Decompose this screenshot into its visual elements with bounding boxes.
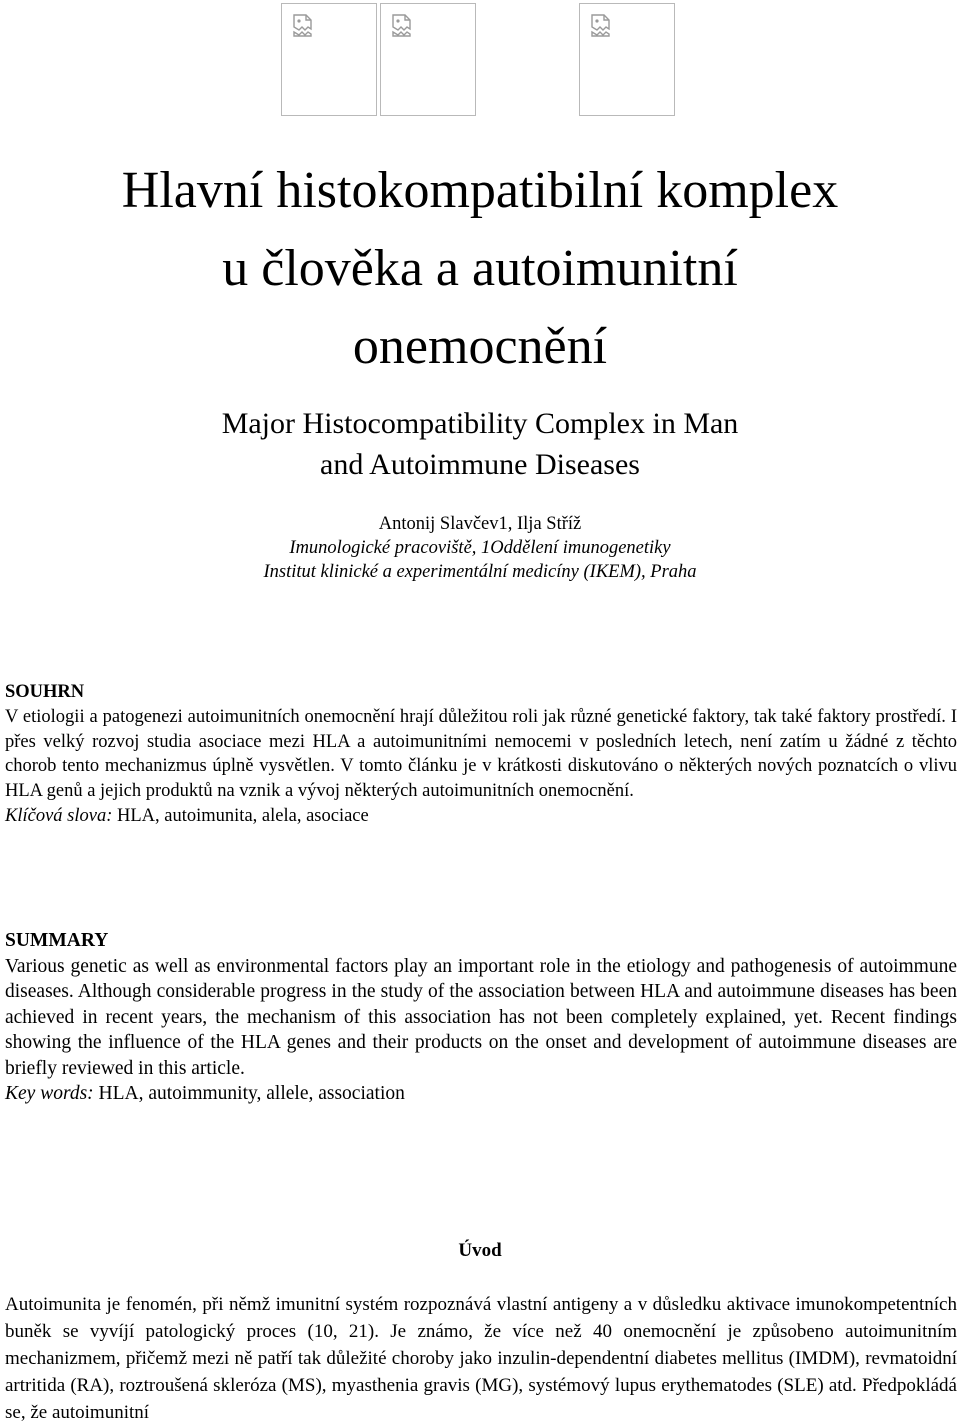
intro-heading: Úvod	[458, 1240, 502, 1261]
broken-image-icon	[390, 13, 414, 37]
souhrn-keywords-label: Klíčová slova:	[5, 805, 113, 826]
author-block	[0, 512, 960, 584]
intro-section	[5, 1291, 957, 1426]
souhrn-keywords	[5, 804, 957, 829]
summary-text: Various genetic as well as environmental factors play an important role in the etiology and pathogenesis of autoimmune diseases. Although considerable progress in the study of the association between HLA and autoimmune diseases has been achieved in recent years, the mechanism of this association has not been completely explained, yet. Recent findings showing the influence of the HLA genes and their products on the onset and development of autoimmune diseases are briefly reviewed in this article.	[5, 955, 957, 1079]
title-line-1: Hlavní histokompatibilní komplex	[121, 162, 839, 219]
authors: Antonij Slavčev1, Ilja Stříž	[378, 514, 582, 534]
image-placeholder-1	[281, 3, 377, 116]
souhrn-section	[5, 680, 957, 829]
article-title	[0, 152, 960, 386]
title-line-3: onemocnění	[352, 318, 608, 375]
souhrn-keywords-value: HLA, autoimunita, alela, asociace	[112, 805, 369, 826]
image-placeholder-3	[579, 3, 675, 116]
affiliation-line-1: Imunologické pracoviště, 1Oddělení imunogenetiky	[289, 538, 671, 558]
summary-keywords-value: HLA, autoimmunity, allele, association	[93, 1083, 405, 1104]
article-subtitle	[0, 403, 960, 485]
broken-image-icon	[589, 13, 613, 37]
intro-text: Autoimunita je fenomén, při němž imunitní systém rozpoznává vlastní antigeny a v důsledku aktivace imunokompetentních buněk se vyvíjí patologický proces (10, 21). Je známo, že více než 40 onemocnění je způsobeno autoimunitním mechanizmem, přičemž mezi ně patří tak důležité choroby jako inzulin-dependentní diabetes mellitus (IMDM), revmatoidní artritida (RA), roztroušená skleróza (MS), myasthenia gravis (MG), systémový lupus erythematodes (SLE) atd. Předpokládá se, že autoimunitní	[5, 1294, 957, 1423]
summary-keywords	[5, 1081, 957, 1107]
summary-keywords-label: Key words:	[5, 1083, 94, 1104]
summary-heading: SUMMARY	[5, 930, 109, 951]
souhrn-text: V etiologii a patogenezi autoimunitních onemocnění hrají důležitou roli jak různé genetické faktory, tak také faktory prostředí. I přes velký rozvoj studia asociace mezi HLA a autoimunitními nemocemi v posledních letech, není zatím u žádné z těchto chorob tento mechanizmus úplně vysvětlen. V tomto článku je v krátkosti diskutováno o některých nových poznatcích o vlivu HLA genů a jejich produktů na vznik a vývoj některých autoimunitních onemocnění.	[5, 706, 957, 802]
title-line-2: u člověka a autoimunitní	[222, 240, 738, 297]
souhrn-heading: SOUHRN	[5, 682, 85, 702]
summary-section	[5, 928, 957, 1107]
image-placeholder-2	[380, 3, 476, 116]
affiliation-line-2: Institut klinické a experimentální medicíny (IKEM), Praha	[263, 562, 697, 582]
broken-image-icon	[291, 13, 315, 37]
subtitle-line-1: Major Histocompatibility Complex in Man	[221, 407, 739, 440]
subtitle-line-2: and Autoimmune Diseases	[320, 448, 640, 481]
